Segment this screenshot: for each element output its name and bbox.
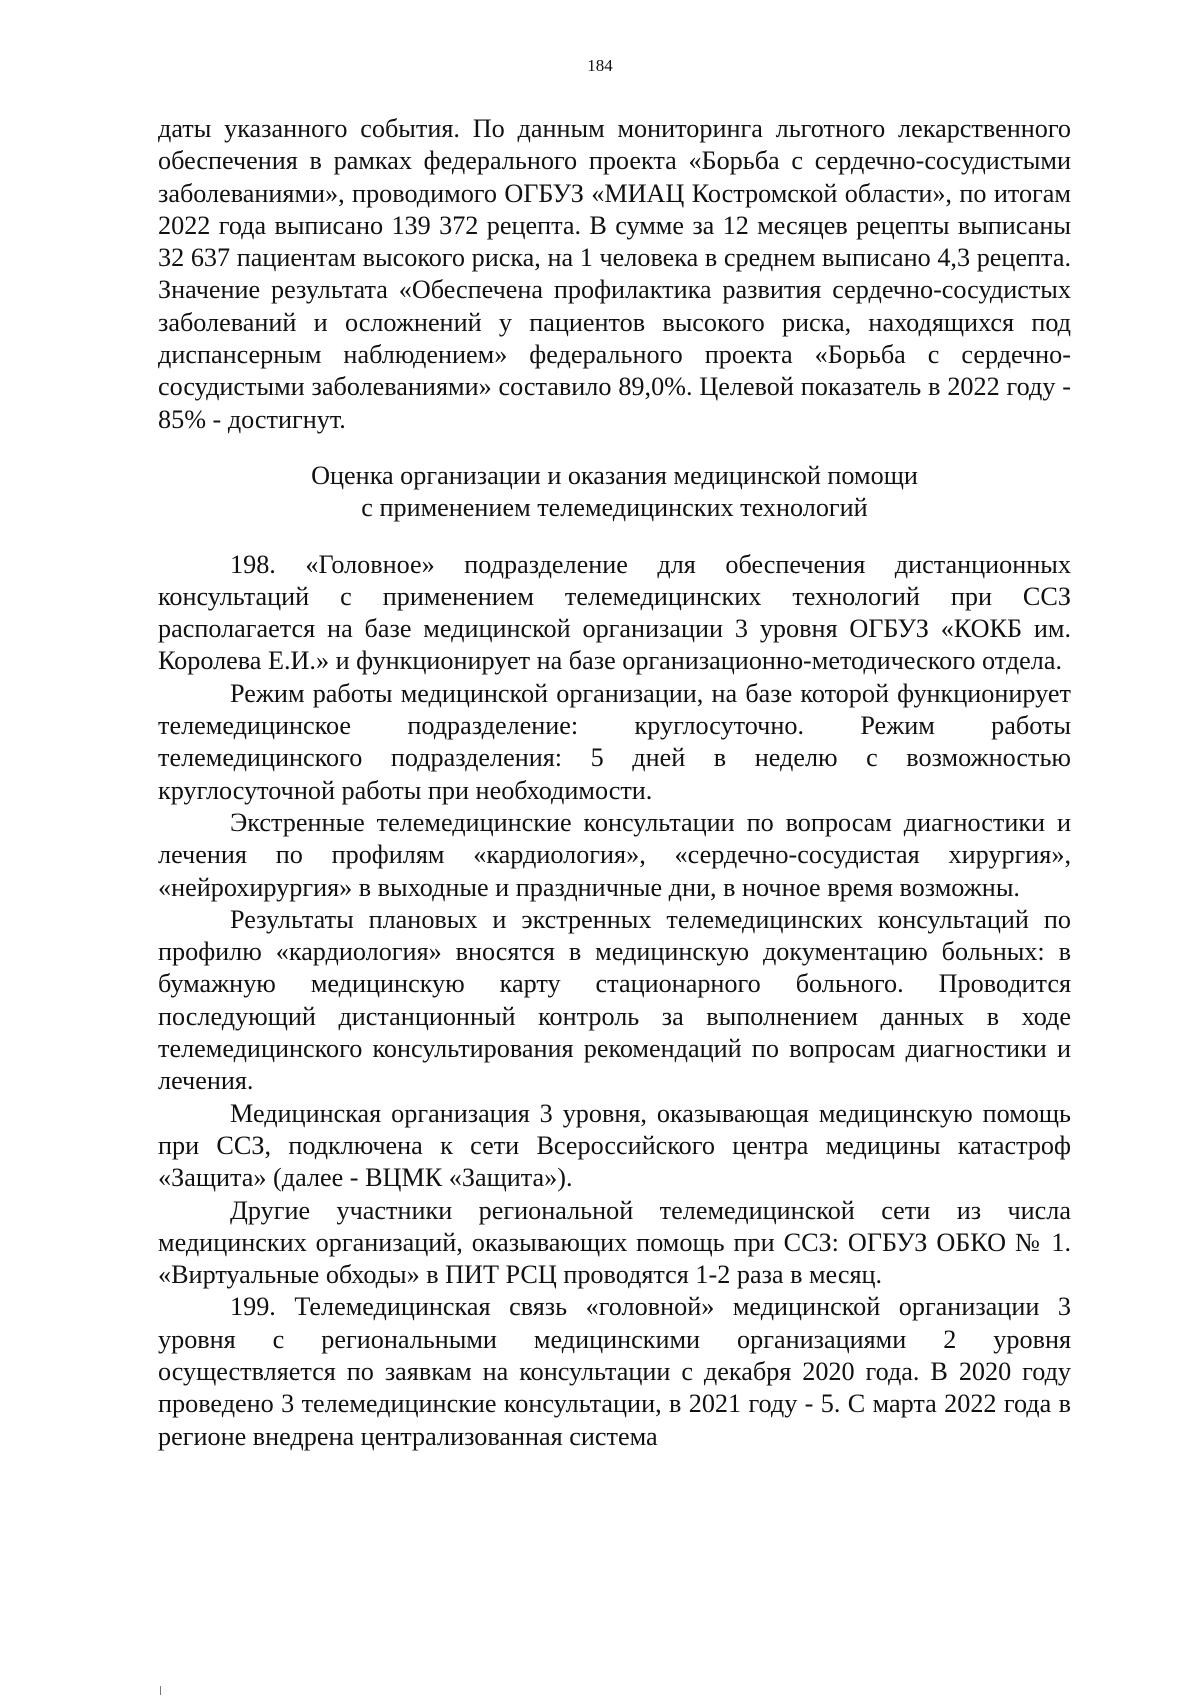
page-number: 184	[587, 56, 613, 75]
paragraph-198: 198. «Головное» подразделение для обеспечения дистанционных консультаций с применением телемедицинских технологий при ССЗ располагается на базе медицинской организации 3 уровня ОГБУЗ «КОКБ им. Королева Е.И.» и функционирует на базе организационно-методического отдела.	[158, 549, 1071, 676]
section-heading-line-1: Оценка организации и оказания медицинской помощи	[311, 460, 918, 490]
paragraph-consultation-results: Результаты плановых и экстренных телемедицинских консультаций по профилю «кардиология» вносятся в медицинскую документацию больных: в бумажную медицинскую карту стационарного больного. Проводится последующий дистанционный контроль за выполнением данных в ходе телемедицинского консультирования рекомендаций по вопросам диагностики и лечения.	[158, 904, 1071, 1096]
section-heading-line-2: с применением телемедицинских технологий	[361, 493, 868, 523]
continued-paragraph: даты указанного события. По данным мониторинга льготного лекарственного обеспечения в рамках федерального проекта «Борьба с сердечно-сосудистыми заболеваниями», проводимого ОГБУЗ «МИАЦ Костромской области», по итогам 2022 года выписано 139 372 рецепта. В сумме за 12 месяцев рецепты выписаны 32 637 пациентам высокого риска, на 1 человека в среднем выписано 4,3 рецепта. Значение результата «Обеспечена профилактика развития сердечно-сосудистых заболеваний и осложнений у пациентов высокого риска, находящихся под диспансерным наблюдением» федерального проекта «Борьба с сердечно-сосудистыми заболеваниями» составило 89,0%. Целевой показатель в 2022 году - 85% - достигнут.	[158, 114, 1071, 434]
paragraph-emergency-consultations: Экстренные телемедицинские консультации по вопросам диагностики и лечения по профилям «кардиология», «сердечно-сосудистая хирургия», «нейрохирургия» в выходные и праздничные дни, в ночное время возможны.	[158, 807, 1071, 902]
paragraph-operating-mode: Режим работы медицинской организации, на базе которой функционирует телемедицинское подразделение: круглосуточно. Режим работы телемедицинского подразделения: 5 дней в неделю с возможностью круглосуточной работы при необходимости.	[158, 678, 1071, 805]
paragraph-vcmk-connection: Медицинская организация 3 уровня, оказывающая медицинскую помощь при ССЗ, подключена к сети Всероссийского центра медицины катастроф «Защита» (далее - ВЦМК «Защита»).	[158, 1098, 1071, 1193]
section-heading	[158, 460, 1071, 525]
paragraph-other-participants: Другие участники региональной телемедицинской сети из числа медицинских организаций, оказывающих помощь при ССЗ: ОГБУЗ ОБКО № 1. «Виртуальные обходы» в ПИТ РСЦ проводятся 1-2 раза в месяц.	[158, 1195, 1071, 1290]
scan-corner-mark	[160, 1686, 161, 1695]
paragraph-199: 199. Телемедицинская связь «головной» медицинской организации 3 уровня с региональными медицинскими организациями 2 уровня осуществляется по заявкам на консультации с декабря 2020 года. В 2020 году проведено 3 телемедицинские консультации, в 2021 году - 5. С марта 2022 года в регионе внедрена централизованная система	[158, 1292, 1071, 1451]
page-body	[158, 113, 1071, 1453]
